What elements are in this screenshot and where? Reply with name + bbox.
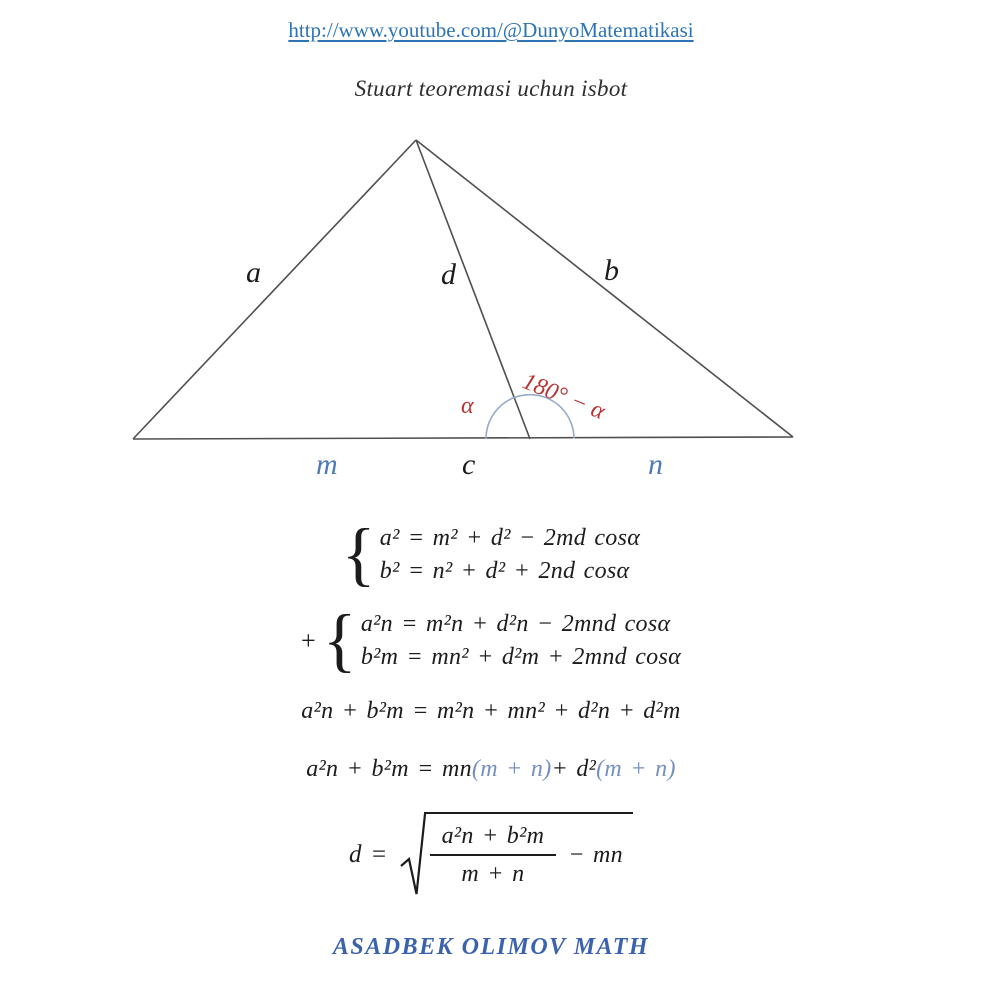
system2-brace: { — [322, 601, 357, 680]
equation-system-2 — [0, 601, 982, 680]
blue-factor-1: (m + n) — [471, 756, 552, 782]
system2-plus-sign: + — [300, 626, 316, 655]
label-angle-supplement: 180° − α — [518, 368, 609, 425]
brand-signature: ASADBEK OLIMOV MATH — [332, 934, 650, 960]
final-formula — [0, 812, 982, 898]
label-cevian-d: d — [441, 258, 456, 291]
equation-expanded-text: a²n + b²m = m²n + mn² + d²n + d²m — [301, 698, 681, 724]
square-root — [400, 812, 633, 898]
radical-sign-icon — [400, 812, 427, 898]
fraction-numerator: a²n + b²m — [430, 821, 557, 856]
label-side-a: a — [246, 256, 261, 289]
page-title: Stuart teoremasi uchun isbot — [354, 76, 628, 101]
radicand-tail: − mn — [568, 841, 623, 868]
label-angle-alpha: α — [461, 393, 474, 419]
label-base-c: c — [462, 448, 476, 481]
label-segment-n: n — [648, 448, 663, 481]
fraction-denominator: m + n — [461, 861, 525, 887]
triangle-side-left — [133, 140, 416, 439]
fraction — [430, 821, 557, 889]
final-formula-lhs: d = — [349, 841, 388, 868]
system2-line2: b²m = mn² + d²m + 2mnd cosα — [360, 644, 682, 670]
equation-expanded — [0, 698, 982, 725]
equation-factored-mid: + d² — [551, 756, 597, 782]
equation-factored-lhs: a²n + b²m = mn — [306, 756, 472, 782]
triangle-base — [133, 437, 793, 439]
radicand — [424, 812, 633, 894]
equation-system-1 — [0, 515, 982, 594]
system2-line1: a²n = m²n + d²n − 2mnd cosα — [360, 611, 671, 637]
youtube-channel-link[interactable]: http://www.youtube.com/@DunyoMatematikasi — [288, 18, 694, 42]
blue-factor-2: (m + n) — [596, 756, 676, 782]
system1-brace: { — [341, 515, 376, 594]
system1-line2: b² = n² + d² + 2nd cosα — [379, 558, 630, 584]
equation-factored — [0, 756, 982, 783]
label-side-b: b — [604, 254, 619, 287]
label-segment-m: m — [316, 448, 338, 481]
system1-line1: a² = m² + d² − 2md cosα — [379, 525, 641, 551]
